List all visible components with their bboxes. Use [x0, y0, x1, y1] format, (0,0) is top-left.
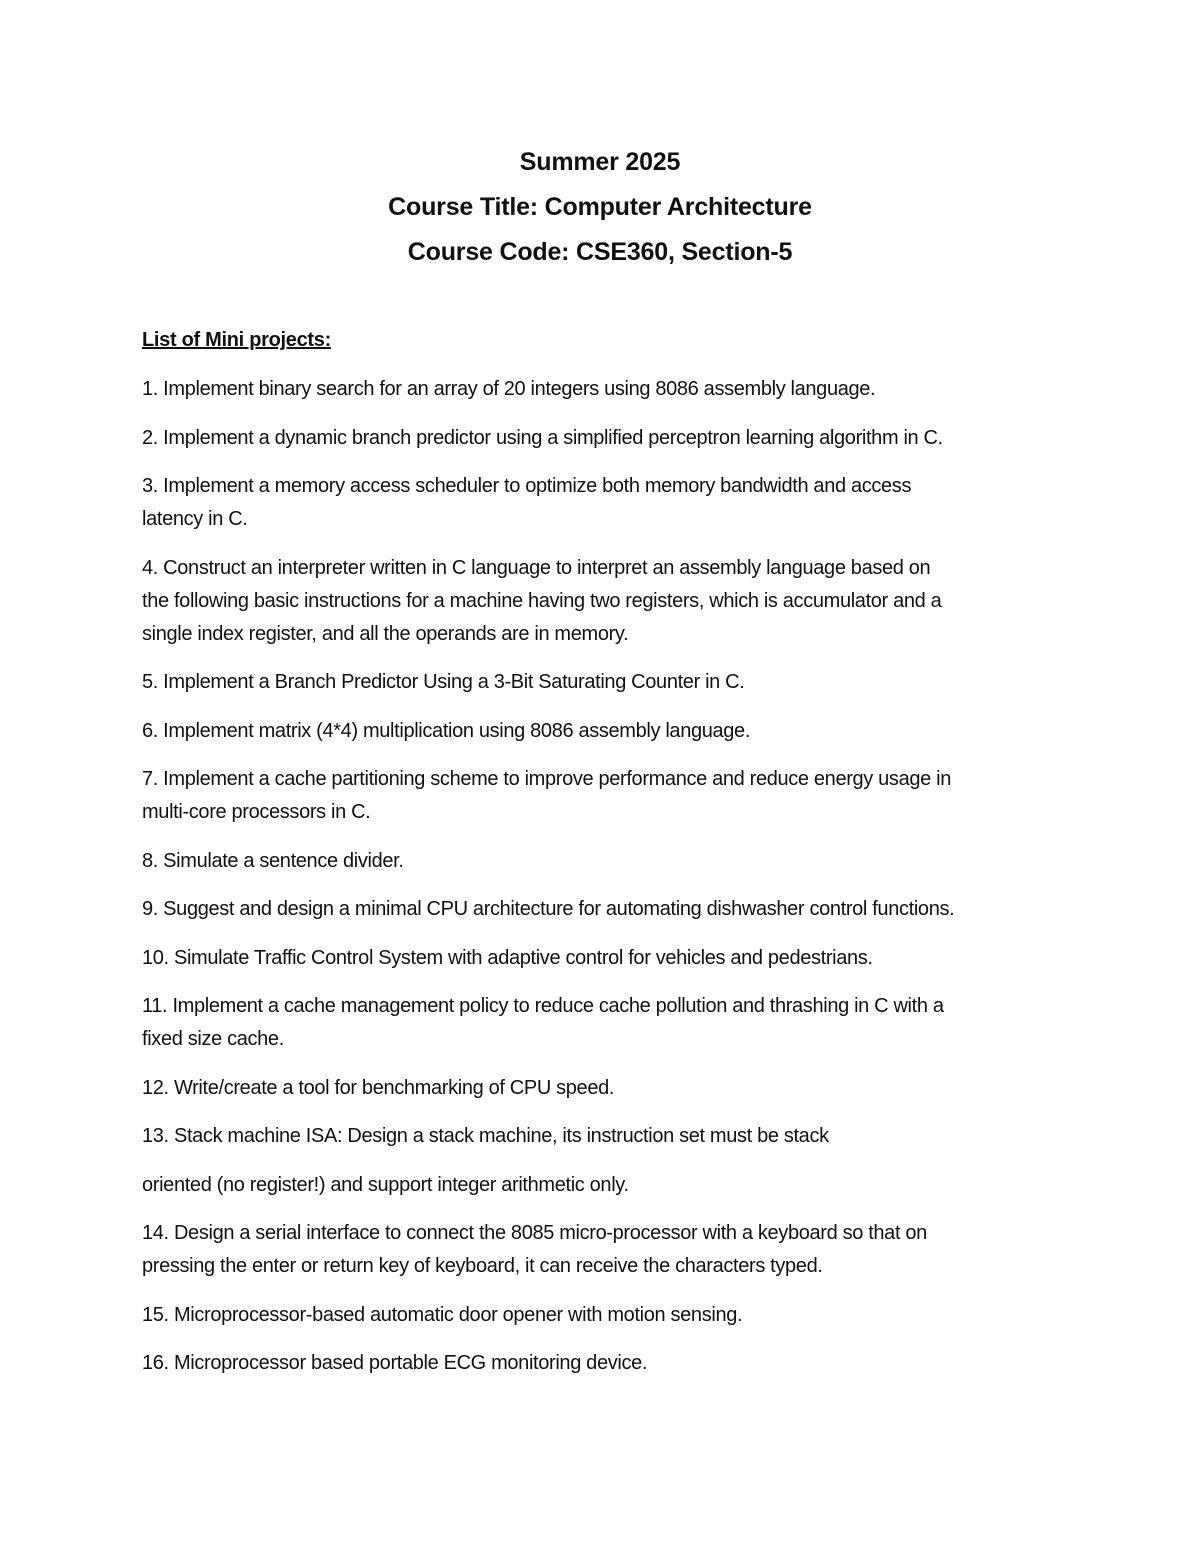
- project-item: [142, 422, 1062, 455]
- project-item: [142, 715, 1062, 748]
- document-header: [0, 140, 1200, 275]
- project-item: [142, 1169, 1062, 1202]
- project-item-line: oriented (no register!) and support integer arithmetic only.: [142, 1173, 629, 1196]
- project-item-line: fixed size cache.: [142, 1028, 284, 1050]
- project-item-line: 5. Implement a Branch Predictor Using a 3-Bit Saturating Counter in C.: [142, 671, 745, 693]
- project-item: [142, 893, 1062, 926]
- project-item-line: 7. Implement a cache partitioning scheme to improve performance and reduce energy usage in: [142, 768, 951, 790]
- project-item: [142, 373, 1062, 406]
- project-item: [142, 990, 1062, 1056]
- project-item: [142, 1072, 1062, 1105]
- project-item-line: 14. Design a serial interface to connect the 8085 micro-processor with a keyboard so that on: [142, 1222, 927, 1244]
- project-item-line: 6. Implement matrix (4*4) multiplication using 8086 assembly language.: [142, 719, 751, 742]
- project-item: [142, 1120, 1062, 1153]
- project-item-line: the following basic instructions for a machine having two registers, which is accumulator and a: [142, 589, 942, 612]
- project-item-line: 2. Implement a dynamic branch predictor using a simplified perceptron learning algorithm in C.: [142, 426, 943, 449]
- project-item: [142, 845, 1062, 878]
- project-item: [142, 1217, 1062, 1283]
- project-item-line: 13. Stack machine ISA: Design a stack machine, its instruction set must be stack: [142, 1125, 829, 1147]
- project-item: [142, 1299, 1062, 1332]
- project-item: [142, 1347, 1062, 1380]
- project-item-line: 8. Simulate a sentence divider.: [142, 849, 404, 872]
- project-item-line: 11. Implement a cache management policy to reduce cache pollution and thrashing in C with a: [142, 995, 944, 1017]
- projects-list: [142, 373, 1062, 1396]
- project-item: [142, 763, 1062, 829]
- project-item-line: 4. Construct an interpreter written in C language to interpret an assembly language based on: [142, 556, 931, 579]
- project-item-line: 10. Simulate Traffic Control System with adaptive control for vehicles and pedestrians.: [142, 946, 873, 969]
- project-item: [142, 666, 1062, 699]
- projects-heading: List of Mini projects:: [142, 329, 331, 351]
- course-code: Course Code: CSE360, Section-5: [407, 238, 793, 266]
- project-item-line: 15. Microprocessor-based automatic door opener with motion sensing.: [142, 1303, 743, 1326]
- project-item-line: 1. Implement binary search for an array of 20 integers using 8086 assembly language.: [142, 378, 876, 400]
- project-item-line: 9. Suggest and design a minimal CPU architecture for automating dishwasher control functions.: [142, 898, 955, 920]
- project-item-line: multi-core processors in C.: [142, 801, 371, 823]
- project-item-line: pressing the enter or return key of keyboard, it can receive the characters typed.: [142, 1255, 823, 1277]
- project-item-line: latency in C.: [142, 508, 248, 530]
- course-title: Course Title: Computer Architecture: [388, 193, 812, 221]
- project-item-line: 16. Microprocessor based portable ECG monitoring device.: [142, 1352, 648, 1374]
- project-item-line: single index register, and all the operands are in memory.: [142, 622, 629, 645]
- project-item-line: 12. Write/create a tool for benchmarking of CPU speed.: [142, 1076, 615, 1099]
- term-title: Summer 2025: [519, 148, 681, 176]
- project-item: [142, 470, 1062, 536]
- project-item: [142, 552, 1062, 651]
- project-item: [142, 942, 1062, 975]
- project-item-line: 3. Implement a memory access scheduler to optimize both memory bandwidth and access: [142, 475, 912, 497]
